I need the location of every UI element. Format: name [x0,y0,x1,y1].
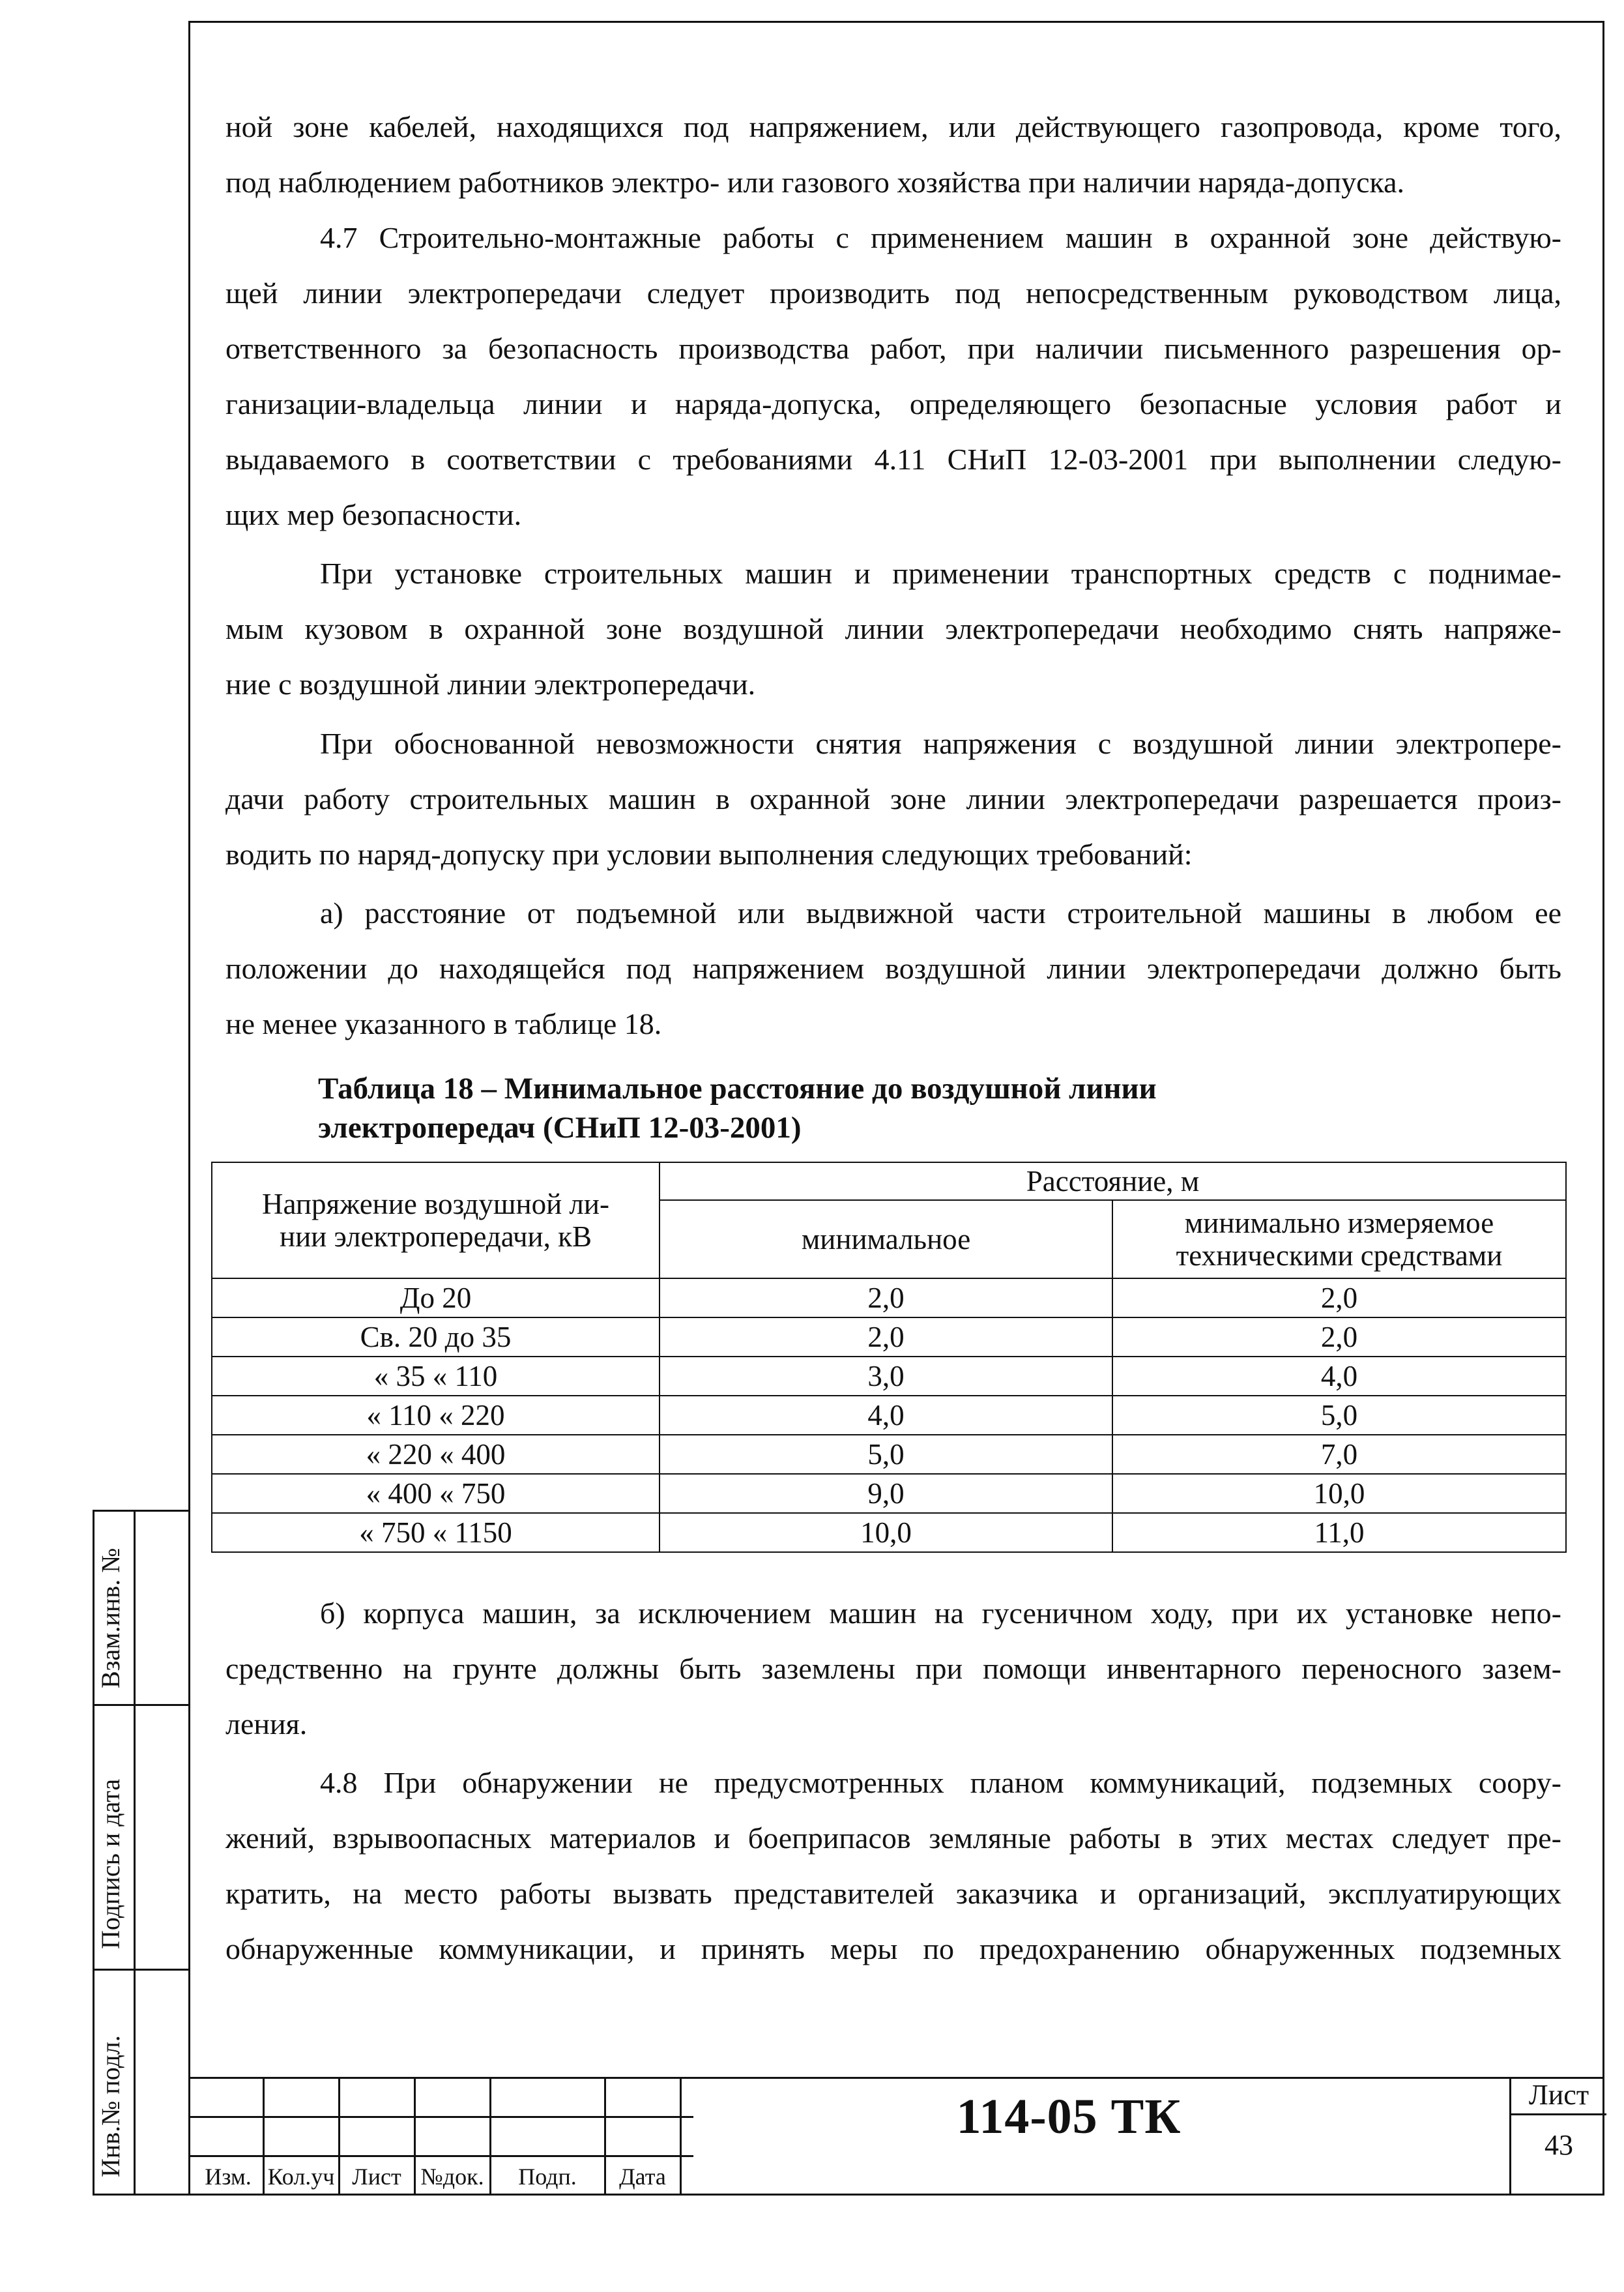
table-row [212,1513,1566,1552]
header-minimal: минимальное [660,1200,1112,1278]
measured-cell: 2,0 [1112,1278,1566,1317]
text-line: ние с воздушной линии электропередачи. [225,668,756,701]
stamp-col-list: Лист [352,2164,401,2190]
text-line: мым кузовом в охранной зоне воздушной линии электропередачи необходимо снять напряже- [225,612,1561,645]
text-line: водить по наряд-допуску при условии выполнения следующих требований: [225,838,1193,871]
text-line: под наблюдением работников электро- или газового хозяйства при наличии наряда-допуска. [225,166,1405,199]
paragraph-continuation [225,99,1561,210]
measured-cell: 10,0 [1112,1474,1566,1513]
header-distance-group: Расстояние, м [660,1162,1566,1200]
text-line: обнаруженные коммуникации, и принять меры по предохранению обнаруженных подземных [225,1932,1561,1965]
voltage-cell: « 35 « 110 [212,1357,660,1396]
table-caption [318,1069,1426,1147]
stamp-col-data: Дата [619,2164,666,2190]
sheet-label: Лист [1511,2077,1606,2115]
table-row [212,1317,1566,1357]
stamp-col-ndok: №док. [420,2164,484,2190]
minimal-cell: 3,0 [660,1357,1112,1396]
stamp-col-podp: Подп. [518,2164,577,2190]
side-vzam-inv: Взам.инв. № [96,1548,125,1688]
text-line: средственно на грунте должны быть заземлены при помощи инвентарного переносного зазем- [225,1652,1561,1685]
minimal-cell: 9,0 [660,1474,1112,1513]
paragraph-4-8 [225,1755,1561,1976]
text-line: ной зоне кабелей, находящихся под напряжением, или действующего газопровода, кроме того, [225,110,1561,143]
text-line: ганизации-владельца линии и наряда-допуска, определяющего безопасные условия работ и [225,387,1561,420]
text-line: не менее указанного в таблице 18. [225,1007,662,1040]
stamp-col-izm: Изм. [205,2164,252,2190]
document-code: 114-05 ТК [956,2089,1182,2144]
table-row [212,1278,1566,1317]
minimal-cell: 10,0 [660,1513,1112,1552]
measured-cell: 5,0 [1112,1396,1566,1435]
side-inv-podl: Инв.№ подл. [96,2035,125,2177]
header-voltage: Напряжение воздушной ли- нии электропередачи, кВ [212,1162,660,1278]
measured-cell: 7,0 [1112,1435,1566,1474]
measured-cell: 4,0 [1112,1357,1566,1396]
paragraph-item-a [225,885,1561,1051]
measured-cell: 2,0 [1112,1317,1566,1357]
voltage-cell: « 220 « 400 [212,1435,660,1474]
text-line: При обоснованной невозможности снятия напряжения с воздушной линии электропере- [320,727,1561,760]
minimal-cell: 4,0 [660,1396,1112,1435]
paragraph-4-7 [225,210,1561,542]
text-line: жений, взрывоопасных материалов и боеприпасов земляные работы в этих местах следует пре- [225,1821,1561,1855]
text-line: 4.7 Строительно-монтажные работы с применением машин в охранной зоне действую- [320,221,1561,254]
text-line: выдаваемого в соответствии с требованиями 4.11 СНиП 12-03-2001 при выполнении следую- [225,443,1561,476]
text-line: а) расстояние от подъемной или выдвижной части строительной машины в любом ее [320,896,1561,930]
text-line: ответственного за безопасность производства работ, при наличии письменного разрешения ор- [225,332,1561,365]
table-row [212,1474,1566,1513]
stamp-col-kolvo: Кол.уч [267,2164,335,2190]
text-line: дачи работу строительных машин в охранной зоне линии электропередачи разрешается произ- [225,782,1561,815]
distance-table [211,1162,1567,1553]
minimal-cell: 2,0 [660,1278,1112,1317]
text-line: ления. [225,1707,308,1741]
minimal-cell: 5,0 [660,1435,1112,1474]
text-line: кратить, на место работы вызвать представителей заказчика и организаций, эксплуатирующих [225,1877,1561,1910]
text-line: 4.8 При обнаружении не предусмотренных планом коммуникаций, подземных соору- [320,1766,1561,1799]
measured-cell: 11,0 [1112,1513,1566,1552]
text-line: При установке строительных машин и применении транспортных средств с поднимае- [320,557,1561,590]
paragraph-install-machines [225,546,1561,712]
sheet-box [1509,2077,1606,2196]
text-line: положении до находящейся под напряжением воздушной линии электропередачи должно быть [225,952,1561,985]
paragraph-impossible-deenergize [225,716,1561,882]
voltage-cell: « 750 « 1150 [212,1513,660,1552]
minimal-cell: 2,0 [660,1317,1112,1357]
table-row [212,1396,1566,1435]
paragraph-item-b [225,1585,1561,1752]
text-line: б) корпуса машин, за исключением машин на гусеничном ходу, при их установке непо- [320,1596,1561,1630]
voltage-cell: « 110 « 220 [212,1396,660,1435]
table-caption-line: Таблица 18 – Минимальное расстояние до воздушной линии [318,1072,1157,1106]
table-row [212,1357,1566,1396]
voltage-cell: Св. 20 до 35 [212,1317,660,1357]
table-caption-line: электропередач (СНиП 12-03-2001) [318,1111,802,1145]
text-line: щей линии электропередачи следует производить под непосредственным руководством лица, [225,276,1561,310]
voltage-cell: До 20 [212,1278,660,1317]
text-line: щих мер безопасности. [225,498,522,531]
sheet-number: 43 [1544,2129,1573,2161]
table-row [212,1435,1566,1474]
voltage-cell: « 400 « 750 [212,1474,660,1513]
header-measured: минимально измеряемое техническими средствами [1112,1200,1566,1278]
side-podpis-data: Подпись и дата [96,1778,125,1949]
